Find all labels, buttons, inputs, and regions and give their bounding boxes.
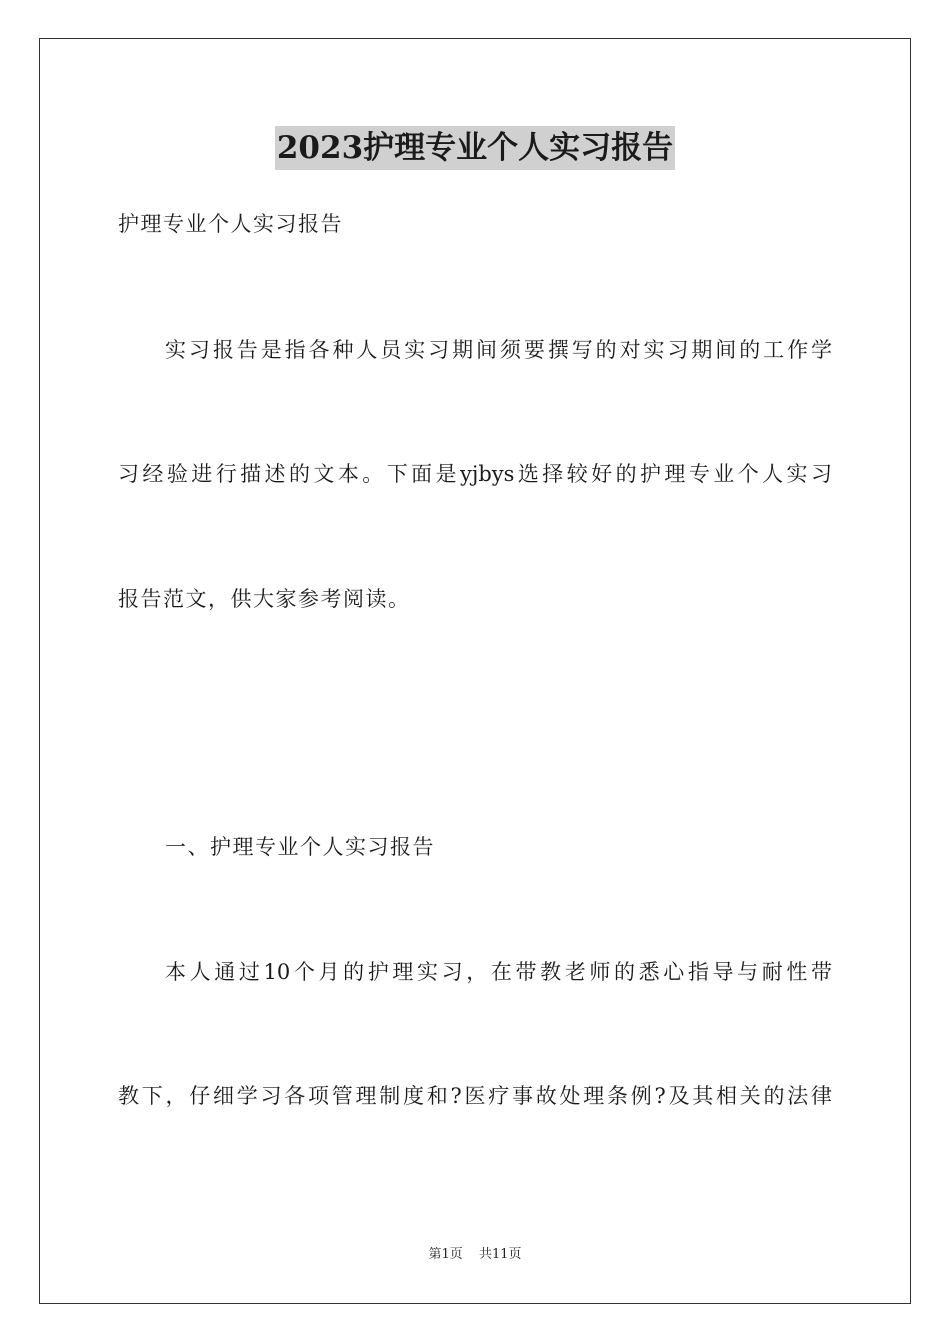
page-footer — [0, 1245, 950, 1265]
document-subtitle: 护理专业个人实习报告 — [118, 212, 343, 236]
page-number-total: 共11页 — [478, 1247, 522, 1262]
section-heading: 一、护理专业个人实习报告 — [165, 835, 435, 859]
paragraph-line: 习经验进行描述的文本。下面是yjbys选择较好的护理专业个人实习 — [118, 462, 832, 486]
paragraph-line: 实习报告是指各种人员实习期间须要撰写的对实习期间的工作学 — [165, 338, 832, 362]
paragraph-line: 教下，仔细学习各项管理制度和?医疗事故处理条例?及其相关的法律 — [118, 1084, 832, 1108]
title-container — [0, 126, 950, 170]
page-number-current: 第1页 — [428, 1247, 463, 1262]
paragraph-line: 报告范文，供大家参考阅读。 — [118, 587, 411, 611]
document-title: 2023护理专业个人实习报告 — [275, 126, 675, 170]
paragraph-line: 本人通过10个月的护理实习，在带教老师的悉心指导与耐性带 — [165, 960, 832, 984]
